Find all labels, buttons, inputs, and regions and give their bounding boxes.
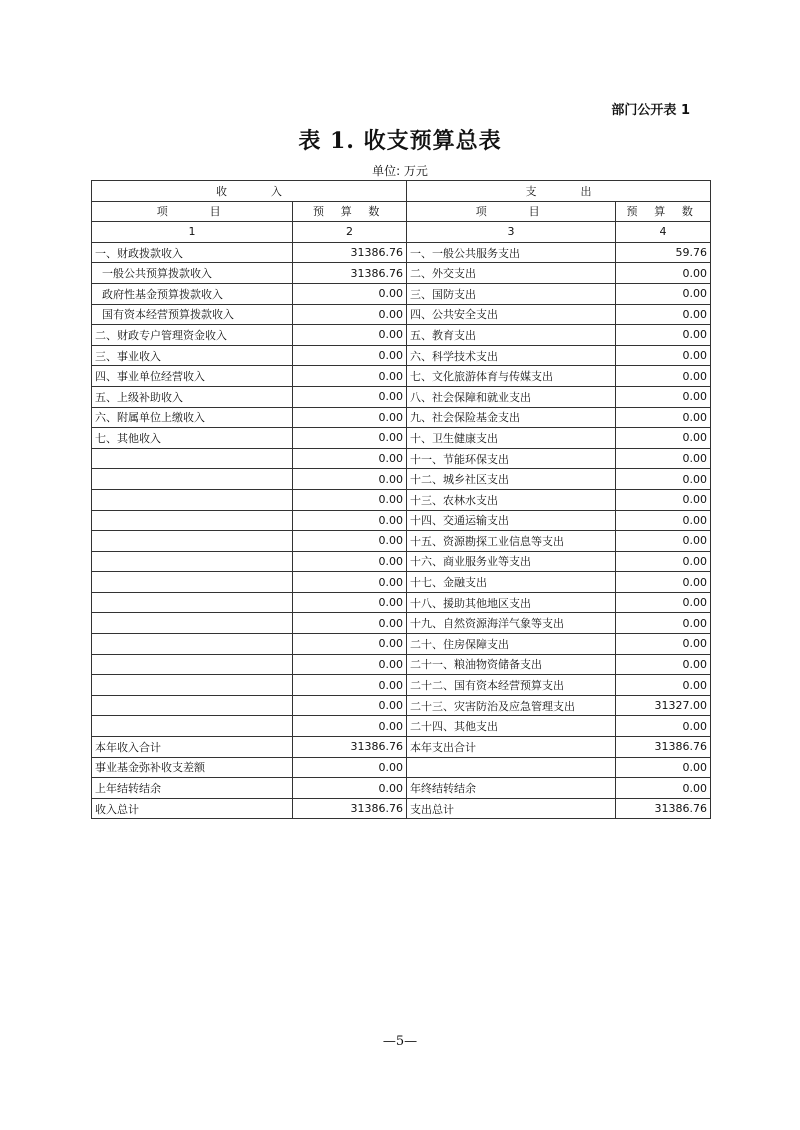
income-amount-cell: 0.00: [293, 654, 407, 675]
table-row: [92, 716, 711, 737]
income-amount-cell: 0.00: [293, 613, 407, 634]
expense-item-cell: 八、社会保障和就业支出: [407, 386, 616, 407]
income-item-cell: 七、其他收入: [92, 428, 293, 449]
income-amount-cell: 0.00: [293, 448, 407, 469]
income-item-cell: 国有资本经营预算拨款收入: [92, 304, 293, 325]
expense-item-cell: 二十三、灾害防治及应急管理支出: [407, 695, 616, 716]
income-amount-cell: 0.00: [293, 757, 407, 778]
expense-amount-cell: 0.00: [616, 325, 711, 346]
expense-item-cell: 二十二、国有资本经营预算支出: [407, 675, 616, 696]
table-row: [92, 304, 711, 325]
expense-item-cell: 四、公共安全支出: [407, 304, 616, 325]
table-row: [92, 675, 711, 696]
table-row: [92, 695, 711, 716]
expense-amount-cell: 0.00: [616, 407, 711, 428]
table-row: [92, 469, 711, 490]
income-item-cell: 四、事业单位经营收入: [92, 366, 293, 387]
table-row: [92, 798, 711, 819]
expense-amount-cell: 0.00: [616, 654, 711, 675]
expense-amount-cell: 0.00: [616, 757, 711, 778]
expense-amount-cell: 0.00: [616, 592, 711, 613]
expense-amount-cell: 0.00: [616, 345, 711, 366]
income-item-cell: [92, 510, 293, 531]
income-amount-cell: 31386.76: [293, 242, 407, 263]
income-amount-cell: 0.00: [293, 510, 407, 531]
income-item-cell: 六、附属单位上缴收入: [92, 407, 293, 428]
expense-item-cell: 十九、自然资源海洋气象等支出: [407, 613, 616, 634]
expense-section-header: 支 出: [407, 181, 711, 202]
income-amount-cell: 0.00: [293, 325, 407, 346]
income-item-cell: 三、事业收入: [92, 345, 293, 366]
table-row: [92, 428, 711, 449]
income-item-cell: [92, 716, 293, 737]
column-number-row: [92, 222, 711, 243]
expense-item-cell: 十、卫生健康支出: [407, 428, 616, 449]
unit-label: 单位: 万元: [372, 164, 428, 178]
table-row: [92, 531, 711, 552]
expense-item-cell: 十七、金融支出: [407, 572, 616, 593]
income-item-cell: [92, 613, 293, 634]
expense-amount-cell: 0.00: [616, 510, 711, 531]
expense-amount-cell: 31386.76: [616, 737, 711, 758]
expense-item-cell: 本年支出合计: [407, 737, 616, 758]
income-amount-header: 预 算 数: [293, 201, 407, 222]
column-number: 1: [92, 222, 293, 243]
expense-item-cell: 二十四、其他支出: [407, 716, 616, 737]
table-row: [92, 510, 711, 531]
income-amount-cell: 0.00: [293, 675, 407, 696]
expense-amount-cell: 0.00: [616, 469, 711, 490]
expense-item-cell: 年终结转结余: [407, 778, 616, 799]
income-section-header: 收 入: [92, 181, 407, 202]
income-amount-cell: 31386.76: [293, 263, 407, 284]
income-item-cell: 上年结转结余: [92, 778, 293, 799]
expense-amount-cell: 0.00: [616, 283, 711, 304]
income-amount-cell: 0.00: [293, 572, 407, 593]
income-amount-cell: 0.00: [293, 551, 407, 572]
expense-amount-cell: 0.00: [616, 489, 711, 510]
expense-amount-cell: 0.00: [616, 428, 711, 449]
income-amount-cell: 31386.76: [293, 798, 407, 819]
column-number: 2: [293, 222, 407, 243]
table-row: [92, 325, 711, 346]
expense-item-cell: 十三、农林水支出: [407, 489, 616, 510]
column-number: 4: [616, 222, 711, 243]
expense-item-cell: 支出总计: [407, 798, 616, 819]
expense-amount-cell: 0.00: [616, 551, 711, 572]
expense-amount-cell: 0.00: [616, 634, 711, 655]
form-number: 部门公开表 1: [611, 103, 690, 118]
table-row: [92, 448, 711, 469]
income-item-cell: 本年收入合计: [92, 737, 293, 758]
expense-item-cell: 十五、资源勘探工业信息等支出: [407, 531, 616, 552]
expense-amount-cell: 31386.76: [616, 798, 711, 819]
expense-amount-cell: 0.00: [616, 531, 711, 552]
table-row: [92, 283, 711, 304]
income-amount-cell: 0.00: [293, 592, 407, 613]
expense-item-cell: 十一、节能环保支出: [407, 448, 616, 469]
expense-amount-cell: 0.00: [616, 613, 711, 634]
income-amount-cell: 0.00: [293, 407, 407, 428]
expense-item-cell: 五、教育支出: [407, 325, 616, 346]
expense-amount-header: 预 算 数: [616, 201, 711, 222]
column-header-row: [92, 201, 711, 222]
income-amount-cell: 31386.76: [293, 737, 407, 758]
expense-item-cell: 十四、交通运输支出: [407, 510, 616, 531]
income-item-cell: [92, 675, 293, 696]
income-amount-cell: 0.00: [293, 778, 407, 799]
income-amount-cell: 0.00: [293, 283, 407, 304]
table-row: [92, 489, 711, 510]
table-row: [92, 778, 711, 799]
income-item-cell: 一般公共预算拨款收入: [92, 263, 293, 284]
expense-item-cell: 六、科学技术支出: [407, 345, 616, 366]
column-number: 3: [407, 222, 616, 243]
expense-amount-cell: 0.00: [616, 304, 711, 325]
expense-amount-cell: 0.00: [616, 675, 711, 696]
expense-item-cell: 十二、城乡社区支出: [407, 469, 616, 490]
table-row: [92, 757, 711, 778]
income-item-cell: [92, 469, 293, 490]
budget-table-body: [92, 242, 711, 819]
table-row: [92, 242, 711, 263]
expense-item-cell: 二十一、粮油物资储备支出: [407, 654, 616, 675]
expense-item-cell: 一、一般公共服务支出: [407, 242, 616, 263]
expense-amount-cell: 0.00: [616, 366, 711, 387]
expense-item-cell: 七、文化旅游体育与传媒支出: [407, 366, 616, 387]
expense-amount-cell: 59.76: [616, 242, 711, 263]
income-amount-cell: 0.00: [293, 304, 407, 325]
income-item-cell: [92, 551, 293, 572]
table-row: [92, 654, 711, 675]
table-row: [92, 263, 711, 284]
table-row: [92, 345, 711, 366]
income-amount-cell: 0.00: [293, 531, 407, 552]
income-item-cell: [92, 654, 293, 675]
income-amount-cell: 0.00: [293, 345, 407, 366]
income-amount-cell: 0.00: [293, 469, 407, 490]
table-row: [92, 613, 711, 634]
table-row: [92, 592, 711, 613]
expense-item-cell: 二十、住房保障支出: [407, 634, 616, 655]
income-amount-cell: 0.00: [293, 716, 407, 737]
table-row: [92, 737, 711, 758]
table-row: [92, 366, 711, 387]
expense-item-cell: [407, 757, 616, 778]
income-amount-cell: 0.00: [293, 386, 407, 407]
page-number: —5—: [382, 1034, 418, 1049]
expense-amount-cell: 0.00: [616, 263, 711, 284]
expense-amount-cell: 31327.00: [616, 695, 711, 716]
table-row: [92, 572, 711, 593]
table-row: [92, 634, 711, 655]
expense-item-cell: 三、国防支出: [407, 283, 616, 304]
income-amount-cell: 0.00: [293, 489, 407, 510]
income-item-cell: [92, 489, 293, 510]
income-amount-cell: 0.00: [293, 695, 407, 716]
income-item-cell: 事业基金弥补收支差额: [92, 757, 293, 778]
budget-table: [91, 180, 711, 819]
section-header-row: [92, 181, 711, 202]
expense-item-cell: 二、外交支出: [407, 263, 616, 284]
income-amount-cell: 0.00: [293, 366, 407, 387]
income-amount-cell: 0.00: [293, 428, 407, 449]
income-amount-cell: 0.00: [293, 634, 407, 655]
income-item-cell: 五、上级补助收入: [92, 386, 293, 407]
table-row: [92, 407, 711, 428]
income-item-cell: [92, 592, 293, 613]
expense-amount-cell: 0.00: [616, 778, 711, 799]
income-item-cell: [92, 531, 293, 552]
expense-amount-cell: 0.00: [616, 716, 711, 737]
income-item-cell: [92, 634, 293, 655]
income-item-cell: [92, 572, 293, 593]
expense-amount-cell: 0.00: [616, 572, 711, 593]
income-item-cell: 一、财政拨款收入: [92, 242, 293, 263]
expense-item-cell: 九、社会保险基金支出: [407, 407, 616, 428]
income-item-cell: [92, 695, 293, 716]
expense-item-header: 项 目: [407, 201, 616, 222]
expense-item-cell: 十八、援助其他地区支出: [407, 592, 616, 613]
income-item-cell: [92, 448, 293, 469]
table-row: [92, 551, 711, 572]
income-item-header: 项 目: [92, 201, 293, 222]
income-item-cell: 二、财政专户管理资金收入: [92, 325, 293, 346]
table-row: [92, 386, 711, 407]
expense-item-cell: 十六、商业服务业等支出: [407, 551, 616, 572]
page-title: 表 1. 收支预算总表: [298, 128, 502, 154]
expense-amount-cell: 0.00: [616, 448, 711, 469]
income-item-cell: 收入总计: [92, 798, 293, 819]
income-item-cell: 政府性基金预算拨款收入: [92, 283, 293, 304]
expense-amount-cell: 0.00: [616, 386, 711, 407]
